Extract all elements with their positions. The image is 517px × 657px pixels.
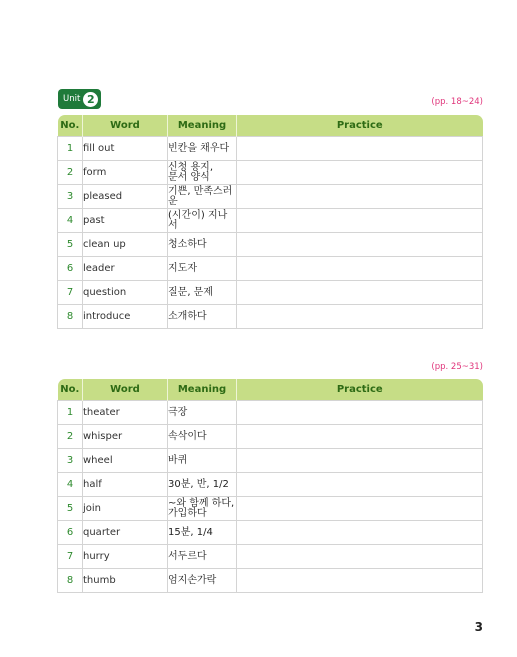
practice-cell[interactable] xyxy=(237,209,483,233)
table-row xyxy=(58,185,483,209)
word-cell: form xyxy=(83,161,168,185)
meaning-cell: 지도자 xyxy=(168,257,237,281)
word-cell: wheel xyxy=(83,449,168,473)
table-header-row xyxy=(58,115,483,137)
meaning-cell: 극장 xyxy=(168,401,237,425)
word-cell: fill out xyxy=(83,137,168,161)
vocab-table-1 xyxy=(57,115,483,329)
practice-cell[interactable] xyxy=(237,185,483,209)
meaning-cell: 15분, 1/4 xyxy=(168,521,237,545)
row-number: 2 xyxy=(58,425,83,449)
row-number: 4 xyxy=(58,473,83,497)
word-cell: half xyxy=(83,473,168,497)
meaning-cell: 속삭이다 xyxy=(168,425,237,449)
meaning-cell: 빈칸을 채우다 xyxy=(168,137,237,161)
word-cell: hurry xyxy=(83,545,168,569)
word-cell: theater xyxy=(83,401,168,425)
word-cell: introduce xyxy=(83,305,168,329)
meaning-cell: 30분, 반, 1/2 xyxy=(168,473,237,497)
practice-cell[interactable] xyxy=(237,305,483,329)
table-row xyxy=(58,569,483,593)
table-row xyxy=(58,209,483,233)
word-cell: question xyxy=(83,281,168,305)
header-practice: Practice xyxy=(237,115,483,137)
row-number: 7 xyxy=(58,281,83,305)
header-meaning: Meaning xyxy=(168,379,237,401)
meaning-cell: 서두르다 xyxy=(168,545,237,569)
meaning-cell: (시간이) 지나서 xyxy=(168,209,237,233)
meaning-cell: 소개하다 xyxy=(168,305,237,329)
practice-cell[interactable] xyxy=(237,449,483,473)
row-number: 6 xyxy=(58,521,83,545)
row-number: 3 xyxy=(58,185,83,209)
header-word: Word xyxy=(83,379,168,401)
row-number: 1 xyxy=(58,137,83,161)
table-header-row xyxy=(58,379,483,401)
row-number: 8 xyxy=(58,569,83,593)
meaning-cell: 기쁜, 만족스러운 xyxy=(168,185,237,209)
practice-cell[interactable] xyxy=(237,473,483,497)
meaning-cell: 바퀴 xyxy=(168,449,237,473)
meaning-cell: 엄지손가락 xyxy=(168,569,237,593)
word-cell: pleased xyxy=(83,185,168,209)
table-row xyxy=(58,233,483,257)
word-cell: past xyxy=(83,209,168,233)
table-row xyxy=(58,305,483,329)
row-number: 5 xyxy=(58,233,83,257)
word-cell: thumb xyxy=(83,569,168,593)
word-cell: clean up xyxy=(83,233,168,257)
practice-cell[interactable] xyxy=(237,521,483,545)
vocab-table-2 xyxy=(57,379,483,593)
unit-number: 2 xyxy=(83,92,98,107)
table-row xyxy=(58,473,483,497)
table-row xyxy=(58,401,483,425)
table-row xyxy=(58,449,483,473)
table-row xyxy=(58,545,483,569)
practice-cell[interactable] xyxy=(237,257,483,281)
page-range-2: (pp. 25~31) xyxy=(431,362,483,372)
row-number: 5 xyxy=(58,497,83,521)
row-number: 2 xyxy=(58,161,83,185)
table-row xyxy=(58,425,483,449)
practice-cell[interactable] xyxy=(237,281,483,305)
table-row xyxy=(58,137,483,161)
practice-cell[interactable] xyxy=(237,401,483,425)
meaning-cell: 신청 용지, 문서 양식 xyxy=(168,161,237,185)
practice-cell[interactable] xyxy=(237,497,483,521)
practice-cell[interactable] xyxy=(237,545,483,569)
word-cell: leader xyxy=(83,257,168,281)
word-cell: whisper xyxy=(83,425,168,449)
table-row xyxy=(58,281,483,305)
page-number: 3 xyxy=(474,620,483,634)
row-number: 1 xyxy=(58,401,83,425)
table-row xyxy=(58,521,483,545)
table-row xyxy=(58,257,483,281)
practice-cell[interactable] xyxy=(237,233,483,257)
practice-cell[interactable] xyxy=(237,425,483,449)
header-practice: Practice xyxy=(237,379,483,401)
meaning-cell: ~와 함께 하다, 가입하다 xyxy=(168,497,237,521)
word-cell: join xyxy=(83,497,168,521)
word-cell: quarter xyxy=(83,521,168,545)
unit-badge xyxy=(58,89,101,109)
practice-cell[interactable] xyxy=(237,569,483,593)
row-number: 4 xyxy=(58,209,83,233)
meaning-cell: 청소하다 xyxy=(168,233,237,257)
practice-cell[interactable] xyxy=(237,137,483,161)
header-word: Word xyxy=(83,115,168,137)
table-row xyxy=(58,161,483,185)
row-number: 7 xyxy=(58,545,83,569)
unit-label: Unit xyxy=(63,94,81,104)
header-no: No. xyxy=(58,115,83,137)
page-range-1: (pp. 18~24) xyxy=(431,97,483,107)
header-no: No. xyxy=(58,379,83,401)
header-meaning: Meaning xyxy=(168,115,237,137)
row-number: 6 xyxy=(58,257,83,281)
table-row xyxy=(58,497,483,521)
row-number: 8 xyxy=(58,305,83,329)
practice-cell[interactable] xyxy=(237,161,483,185)
meaning-cell: 질문, 문제 xyxy=(168,281,237,305)
row-number: 3 xyxy=(58,449,83,473)
